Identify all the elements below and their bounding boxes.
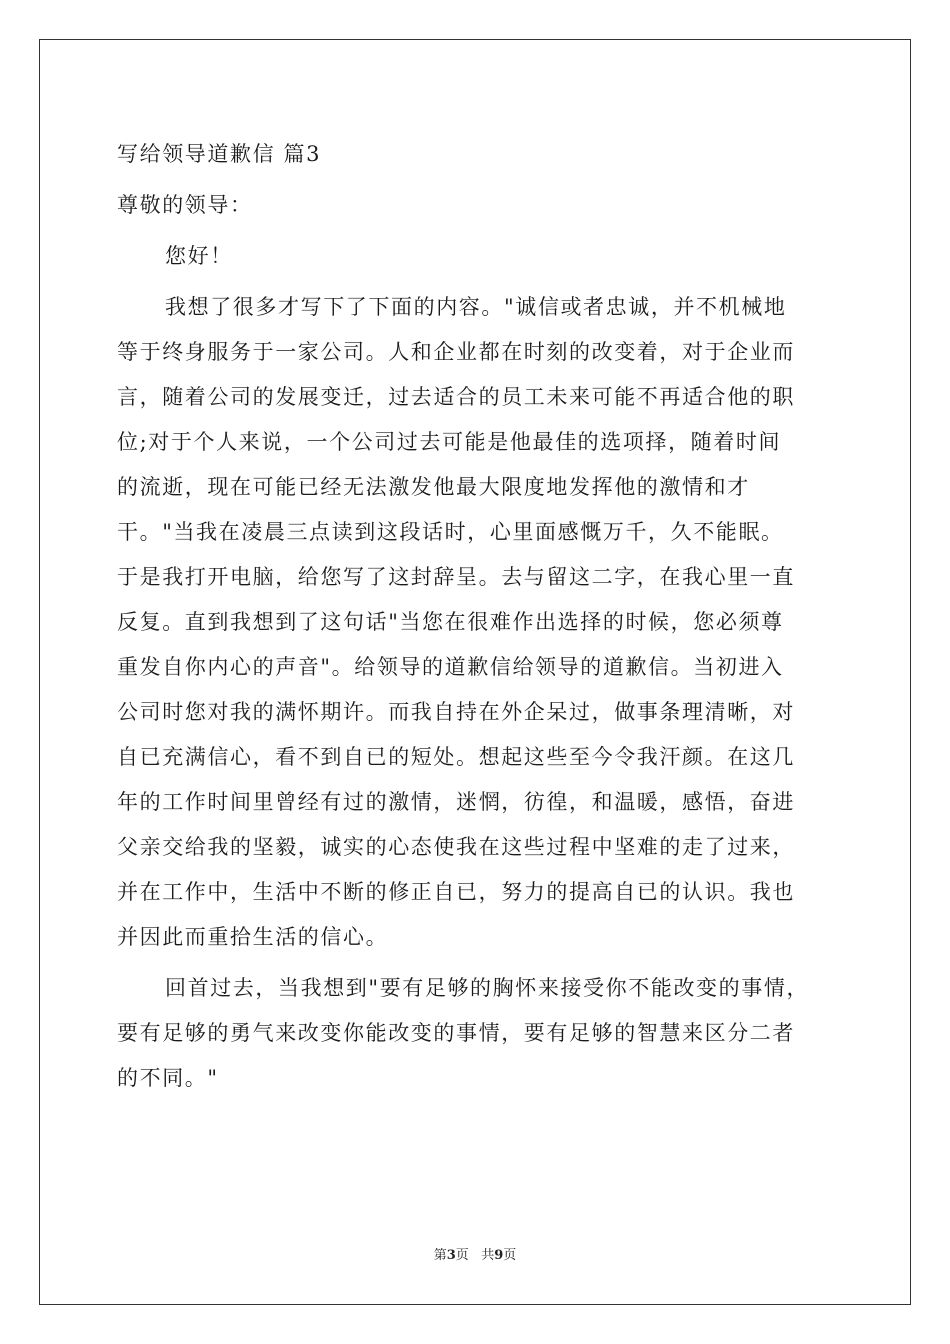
salutation: 尊敬的领导： (117, 193, 253, 217)
paragraph-line: 自已充满信心，看不到自已的短处。想起这些至今令我汗颜。在这几 (117, 745, 795, 769)
footer-total-prefix: 共 (481, 1248, 495, 1263)
paragraph-line: 父亲交给我的坚毅，诚实的心态使我在这些过程中坚难的走了过来， (117, 835, 795, 859)
total-pages-number: 9 (494, 1248, 504, 1263)
paragraph-line: 反复。直到我想到了这句话"当您在很难作出选择的时候，您必须尊 (117, 610, 784, 634)
document-body (117, 132, 835, 1107)
paragraph-line: 并在工作中，生活中不断的修正自已，努力的提高自已的认识。我也 (117, 880, 795, 904)
paragraph-line: 的不同。" (117, 1066, 219, 1090)
paragraph-line: 我想了很多才写下了下面的内容。"诚信或者忠诚，并不机械地 (165, 295, 787, 319)
paragraph-line: 公司时您对我的满怀期许。而我自持在外企呆过，做事条理清晰，对 (117, 700, 795, 724)
paragraph-line: 等于终身服务于一家公司。人和企业都在时刻的改变着，对于企业而 (117, 340, 795, 364)
document-title: 写给领导道歉信 篇3 (117, 142, 322, 166)
paragraph-line: 要有足够的勇气来改变你能改变的事情，要有足够的智慧来区分二者 (117, 1021, 795, 1045)
footer-prefix: 第 (433, 1248, 447, 1263)
opening-greeting: 您好！ (165, 244, 233, 268)
paragraph-2 (117, 966, 835, 1101)
paragraph-line: 位;对于个人来说，一个公司过去可能是他最佳的选项择，随着时间 (117, 430, 782, 454)
footer-page-word: 页 (455, 1248, 469, 1263)
paragraph-line: 言，随着公司的发展变迁，过去适合的员工未来可能不再适合他的职 (117, 385, 795, 409)
paragraph-line: 并因此而重拾生活的信心。 (117, 925, 389, 949)
paragraph-line: 年的工作时间里曾经有过的激情，迷惘，彷徨，和温暖，感悟，奋进 (117, 790, 795, 814)
paragraph-line: 干。"当我在凌晨三点读到这段话时，心里面感慨万千，久不能眠。 (117, 520, 784, 544)
paragraph-line: 于是我打开电脑，给您写了这封辞呈。去与留这二字，在我心里一直 (117, 565, 795, 589)
paragraph-1 (117, 285, 835, 960)
paragraph-line: 的流逝，现在可能已经无法激发他最大限度地发挥他的激情和才 (117, 475, 750, 499)
footer-total-suffix: 页 (503, 1248, 517, 1263)
current-page-number: 3 (446, 1248, 456, 1263)
paragraph-line: 重发自你内心的声音"。给领导的道歉信给领导的道歉信。当初进入 (117, 655, 784, 679)
paragraph-line: 回首过去，当我想到"要有足够的胸怀来接受你不能改变的事情， (165, 976, 810, 1000)
page-footer (0, 1244, 950, 1263)
